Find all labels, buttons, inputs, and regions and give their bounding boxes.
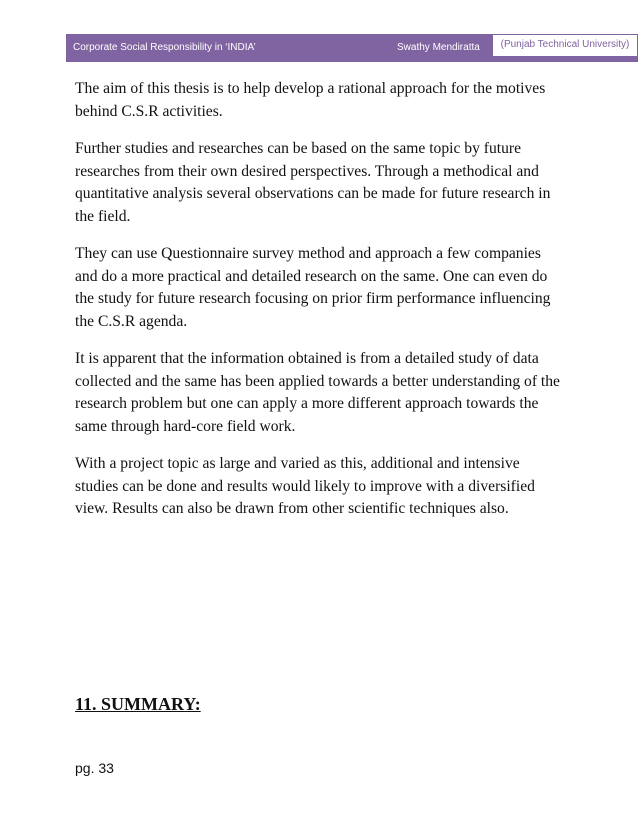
body-text [75,78,565,536]
page-number: pg. 33 [75,760,114,776]
header-author: Swathy Mendiratta [397,42,480,53]
paragraph: The aim of this thesis is to help develop a rational approach for the motives behind C.S.R activities. [75,80,546,120]
paragraph: Further studies and researches can be based on the same topic by future researches from their own desired perspectives. Through a methodical and quantitative analysis several observations can be made for future research in the field. [75,140,551,225]
page-header [66,34,638,62]
paragraph: They can use Questionnaire survey method and approach a few companies and do a more practical and detailed research on the same. One can even do the study for future research focusing on prior firm performance influencing the C.S.R agenda. [75,245,551,330]
paragraph: With a project topic as large and varied as this, additional and intensive studies can be done and results would likely to improve with a diversified view. Results can also be drawn from other scientific techniques also. [75,455,535,517]
paragraph: It is apparent that the information obtained is from a detailed study of data collected and the same has been applied towards a better understanding of the research problem but one can apply a more different approach towards the same through hard-core field work. [75,350,560,435]
section-heading: 11. SUMMARY: [75,694,201,714]
header-institution: (Punjab Technical University) [492,34,638,56]
header-title: Corporate Social Responsibility in ‘INDIA’ [73,42,256,53]
